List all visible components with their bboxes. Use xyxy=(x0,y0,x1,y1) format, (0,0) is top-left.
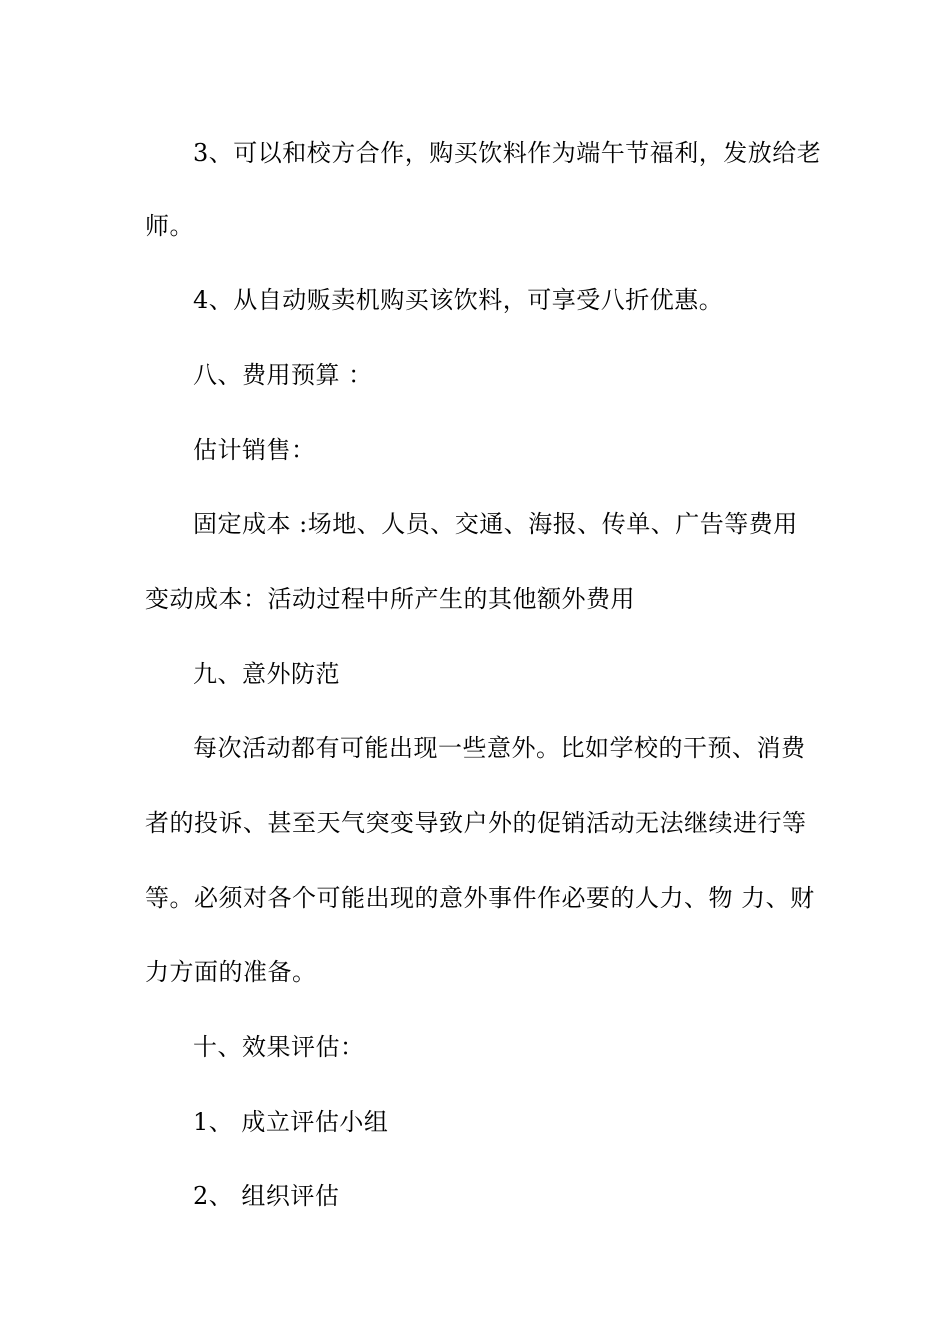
prevention-paragraph-line-2: 者的投诉、甚至天气突变导致户外的促销活动无法继续进行等 xyxy=(145,809,807,837)
fixed-cost-paragraph: 固定成本 :场地、人员、交通、海报、传单、广告等费用 xyxy=(193,510,798,538)
prevention-paragraph-line-4: 力方面的准备。 xyxy=(145,958,317,986)
variable-cost-paragraph: 变动成本：活动过程中所产生的其他额外费用 xyxy=(145,585,635,613)
prevention-paragraph-line-1: 每次活动都有可能出现一些意外。比如学校的干预、消费 xyxy=(193,734,806,762)
list-item-1: 1、 成立评估小组 xyxy=(193,1108,389,1136)
estimated-sales-label: 估计销售： xyxy=(193,436,316,464)
section-heading-budget: 八、费用预算 ： xyxy=(193,361,373,389)
list-item-3: 3、可以和校方合作，购买饮料作为端午节福利，发放给老 xyxy=(193,139,822,167)
list-item-3-continuation: 师。 xyxy=(145,212,194,240)
section-heading-evaluation: 十、效果评估： xyxy=(193,1033,365,1061)
prevention-paragraph-line-3: 等。必须对各个可能出现的意外事件作必要的人力、物 力、财 xyxy=(145,884,815,912)
section-heading-prevention: 九、意外防范 xyxy=(193,660,340,688)
list-item-4: 4、从自动贩卖机购买该饮料，可享受八折优惠。 xyxy=(193,286,724,314)
list-item-2: 2、 组织评估 xyxy=(193,1182,340,1210)
